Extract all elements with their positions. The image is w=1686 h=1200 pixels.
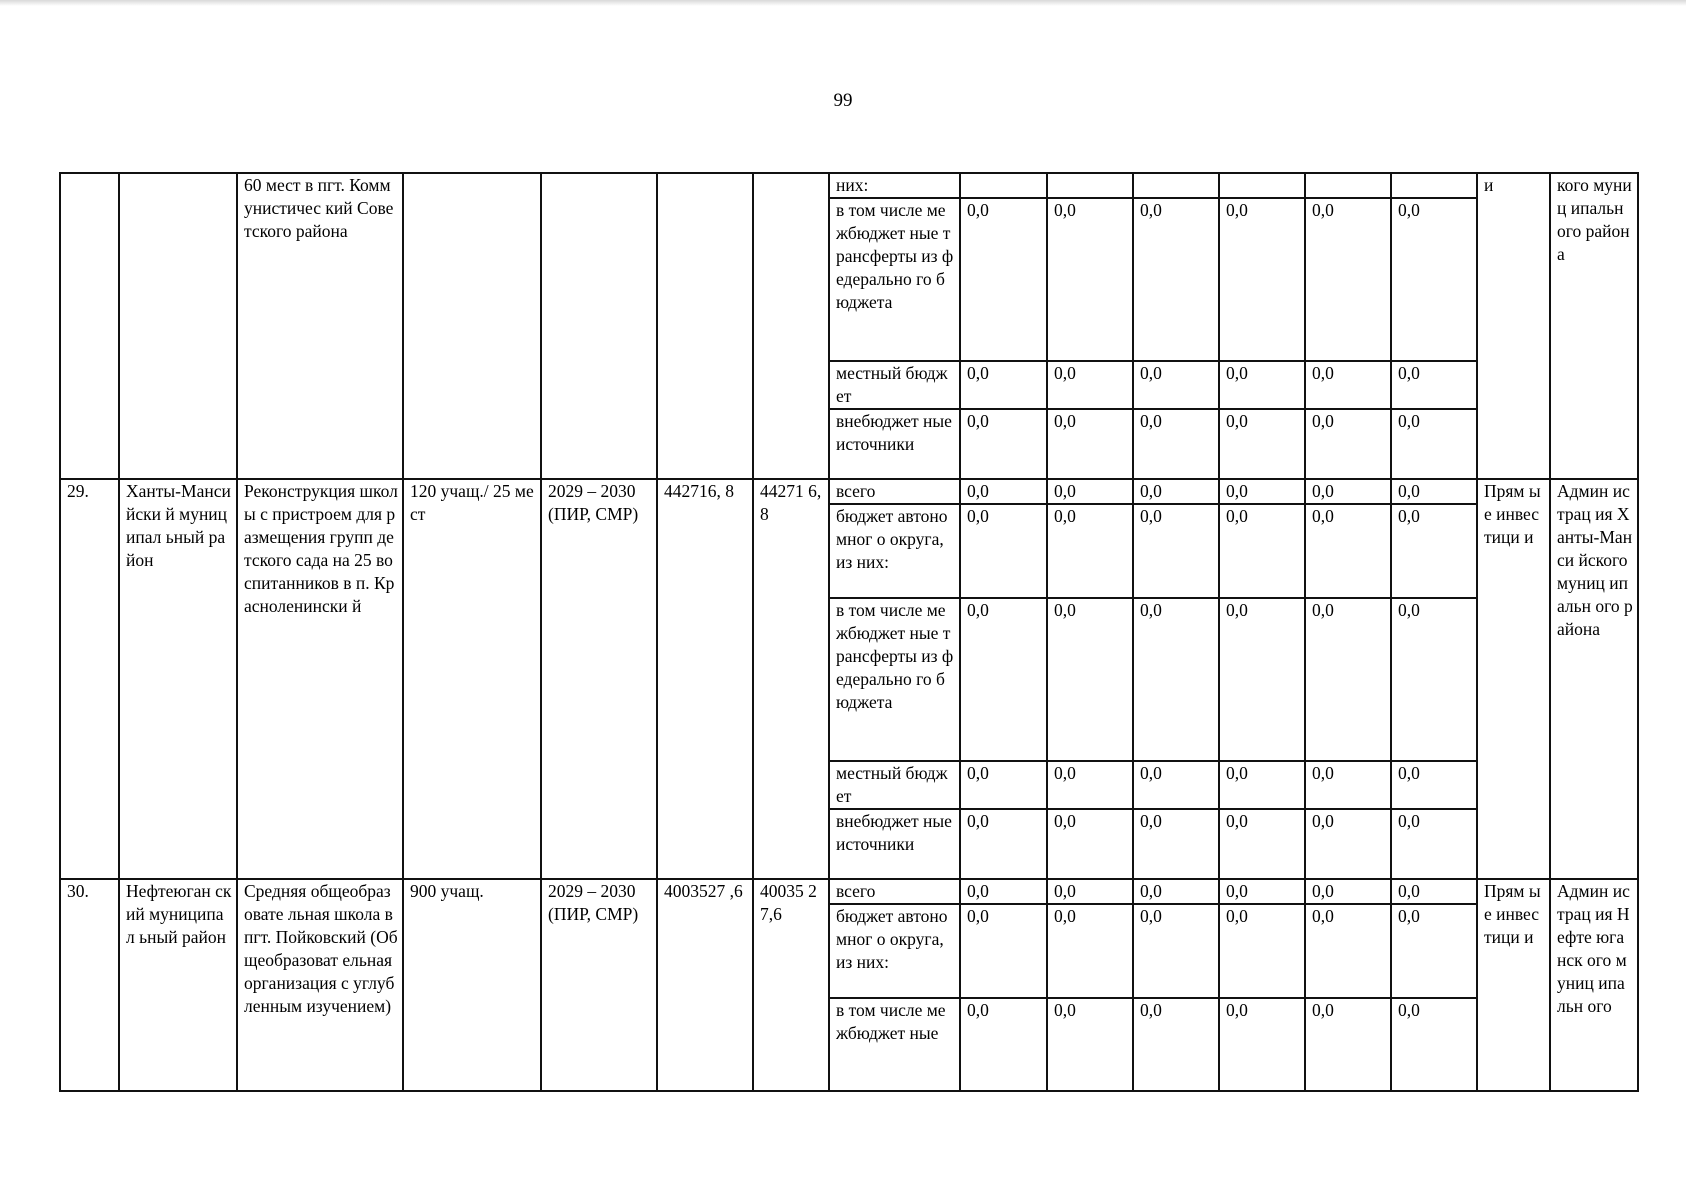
mechanism-cell: Прям ые инвес тици и	[1477, 879, 1550, 1091]
funding-value-cell: 0,0	[1391, 198, 1477, 361]
customer-cell: Админ истрац ия Ханты-Манси йского муниц ипальн ого района	[1550, 479, 1638, 879]
funding-value-cell: 0,0	[1391, 598, 1477, 761]
funding-value-cell: 0,0	[1047, 904, 1133, 998]
funding-source-cell: в том числе межбюджет ные	[829, 998, 960, 1091]
funding-value-cell: 0,0	[1305, 904, 1391, 998]
funding-value-cell: 0,0	[1133, 879, 1219, 904]
funding-value-cell: 0,0	[1047, 998, 1133, 1091]
funding-value-cell: 0,0	[1047, 198, 1133, 361]
funding-value-cell	[1391, 173, 1477, 198]
period-cell: 2029 – 2030 (ПИР, СМР)	[541, 479, 657, 879]
funding-value-cell: 0,0	[1219, 598, 1305, 761]
funding-value-cell: 0,0	[1133, 479, 1219, 504]
funding-value-cell: 0,0	[1047, 809, 1133, 879]
funding-value-cell: 0,0	[1219, 879, 1305, 904]
funding-value-cell: 0,0	[1305, 409, 1391, 479]
row-number	[60, 173, 119, 479]
funding-value-cell	[960, 173, 1047, 198]
table-row	[60, 479, 1638, 504]
mechanism-cell: и	[1477, 173, 1550, 479]
funding-value-cell: 0,0	[960, 504, 1047, 598]
funding-source-cell: в том числе межбюджет ные трансферты из федерально го бюджета	[829, 198, 960, 361]
funding-value-cell: 0,0	[1305, 879, 1391, 904]
funding-value-cell: 0,0	[1133, 761, 1219, 809]
funding-value-cell: 0,0	[1219, 809, 1305, 879]
funding-value-cell: 0,0	[1305, 361, 1391, 409]
funding-source-cell: бюджет автономног о округа, из них:	[829, 504, 960, 598]
funding-value-cell: 0,0	[1133, 998, 1219, 1091]
funding-value-cell: 0,0	[960, 361, 1047, 409]
estimated-cost-cell: 4003527 ,6	[657, 879, 753, 1091]
funding-value-cell: 0,0	[1391, 479, 1477, 504]
funding-source-cell: местный бюджет	[829, 761, 960, 809]
funding-value-cell: 0,0	[1219, 198, 1305, 361]
table-row	[60, 879, 1638, 904]
investment-table	[59, 172, 1639, 1092]
funding-value-cell: 0,0	[1133, 409, 1219, 479]
municipality-cell	[119, 173, 237, 479]
funding-value-cell: 0,0	[1219, 504, 1305, 598]
funding-value-cell: 0,0	[1047, 409, 1133, 479]
funding-value-cell: 0,0	[1219, 904, 1305, 998]
row-number: 30.	[60, 879, 119, 1091]
funding-value-cell: 0,0	[1305, 504, 1391, 598]
funding-value-cell: 0,0	[1133, 504, 1219, 598]
funding-value-cell: 0,0	[1047, 598, 1133, 761]
period-cell: 2029 – 2030 (ПИР, СМР)	[541, 879, 657, 1091]
funding-value-cell: 0,0	[1305, 198, 1391, 361]
funding-value-cell: 0,0	[960, 904, 1047, 998]
funding-value-cell: 0,0	[1047, 479, 1133, 504]
funding-value-cell: 0,0	[1391, 409, 1477, 479]
funding-value-cell: 0,0	[960, 198, 1047, 361]
total-cost-cell	[753, 173, 829, 479]
funding-value-cell: 0,0	[1047, 504, 1133, 598]
funding-value-cell	[1219, 173, 1305, 198]
municipality-cell: Нефтеюган ский муниципал ьный район	[119, 879, 237, 1091]
funding-value-cell: 0,0	[960, 879, 1047, 904]
funding-value-cell: 0,0	[1391, 879, 1477, 904]
funding-value-cell: 0,0	[1391, 361, 1477, 409]
funding-value-cell	[1047, 173, 1133, 198]
municipality-cell: Ханты-Мансийски й муниципал ьный район	[119, 479, 237, 879]
funding-value-cell: 0,0	[1133, 598, 1219, 761]
funding-value-cell: 0,0	[1305, 598, 1391, 761]
funding-value-cell: 0,0	[1391, 998, 1477, 1091]
funding-value-cell: 0,0	[960, 809, 1047, 879]
row-number: 29.	[60, 479, 119, 879]
funding-value-cell: 0,0	[1305, 479, 1391, 504]
funding-value-cell: 0,0	[1219, 761, 1305, 809]
funding-value-cell: 0,0	[1047, 879, 1133, 904]
funding-value-cell: 0,0	[1305, 761, 1391, 809]
funding-value-cell: 0,0	[960, 409, 1047, 479]
mechanism-cell: Прям ые инвес тици и	[1477, 479, 1550, 879]
funding-value-cell: 0,0	[1133, 904, 1219, 998]
funding-value-cell: 0,0	[1391, 809, 1477, 879]
total-cost-cell: 40035 27,6	[753, 879, 829, 1091]
funding-source-cell: внебюджет ные источники	[829, 809, 960, 879]
funding-value-cell: 0,0	[1133, 198, 1219, 361]
funding-value-cell: 0,0	[1391, 904, 1477, 998]
funding-value-cell: 0,0	[1219, 409, 1305, 479]
funding-value-cell: 0,0	[1305, 998, 1391, 1091]
estimated-cost-cell: 442716, 8	[657, 479, 753, 879]
funding-value-cell	[1133, 173, 1219, 198]
period-cell	[541, 173, 657, 479]
funding-source-cell: них:	[829, 173, 960, 198]
capacity-cell: 120 учащ./ 25 мест	[403, 479, 541, 879]
object-name-cell: Средняя общеобразовате льная школа в пгт. Пойковский (Общеобразоват ельная организация с углубленным изучением)	[237, 879, 403, 1091]
funding-value-cell: 0,0	[1219, 361, 1305, 409]
total-cost-cell: 44271 6,8	[753, 479, 829, 879]
capacity-cell: 900 учащ.	[403, 879, 541, 1091]
funding-source-cell: всего	[829, 479, 960, 504]
funding-source-cell: местный бюджет	[829, 361, 960, 409]
funding-value-cell: 0,0	[960, 479, 1047, 504]
funding-value-cell: 0,0	[1047, 361, 1133, 409]
funding-source-cell: в том числе межбюджет ные трансферты из федерально го бюджета	[829, 598, 960, 761]
funding-value-cell: 0,0	[1219, 998, 1305, 1091]
page-number: 99	[833, 90, 853, 111]
scan-edge	[0, 0, 1686, 6]
customer-cell: Админ истрац ия Нефте юганск ого муниц ипальн ого	[1550, 879, 1638, 1091]
funding-source-cell: внебюджет ные источники	[829, 409, 960, 479]
capacity-cell	[403, 173, 541, 479]
funding-value-cell: 0,0	[1133, 809, 1219, 879]
customer-cell: кого муниц ипальн ого района	[1550, 173, 1638, 479]
funding-value-cell: 0,0	[960, 761, 1047, 809]
funding-value-cell: 0,0	[960, 998, 1047, 1091]
funding-value-cell: 0,0	[1305, 809, 1391, 879]
object-name-cell: Реконструкция школы с пристроем для размещения групп детского сада на 25 воспитанников в п. Красноленински й	[237, 479, 403, 879]
funding-value-cell: 0,0	[1391, 504, 1477, 598]
funding-value-cell: 0,0	[960, 598, 1047, 761]
object-name-cell: 60 мест в пгт. Коммунистичес кий Советского района	[237, 173, 403, 479]
funding-source-cell: всего	[829, 879, 960, 904]
table-row	[60, 173, 1638, 198]
funding-value-cell: 0,0	[1391, 761, 1477, 809]
funding-value-cell: 0,0	[1219, 479, 1305, 504]
funding-value-cell: 0,0	[1133, 361, 1219, 409]
funding-value-cell: 0,0	[1047, 761, 1133, 809]
estimated-cost-cell	[657, 173, 753, 479]
funding-source-cell: бюджет автономног о округа, из них:	[829, 904, 960, 998]
funding-value-cell	[1305, 173, 1391, 198]
